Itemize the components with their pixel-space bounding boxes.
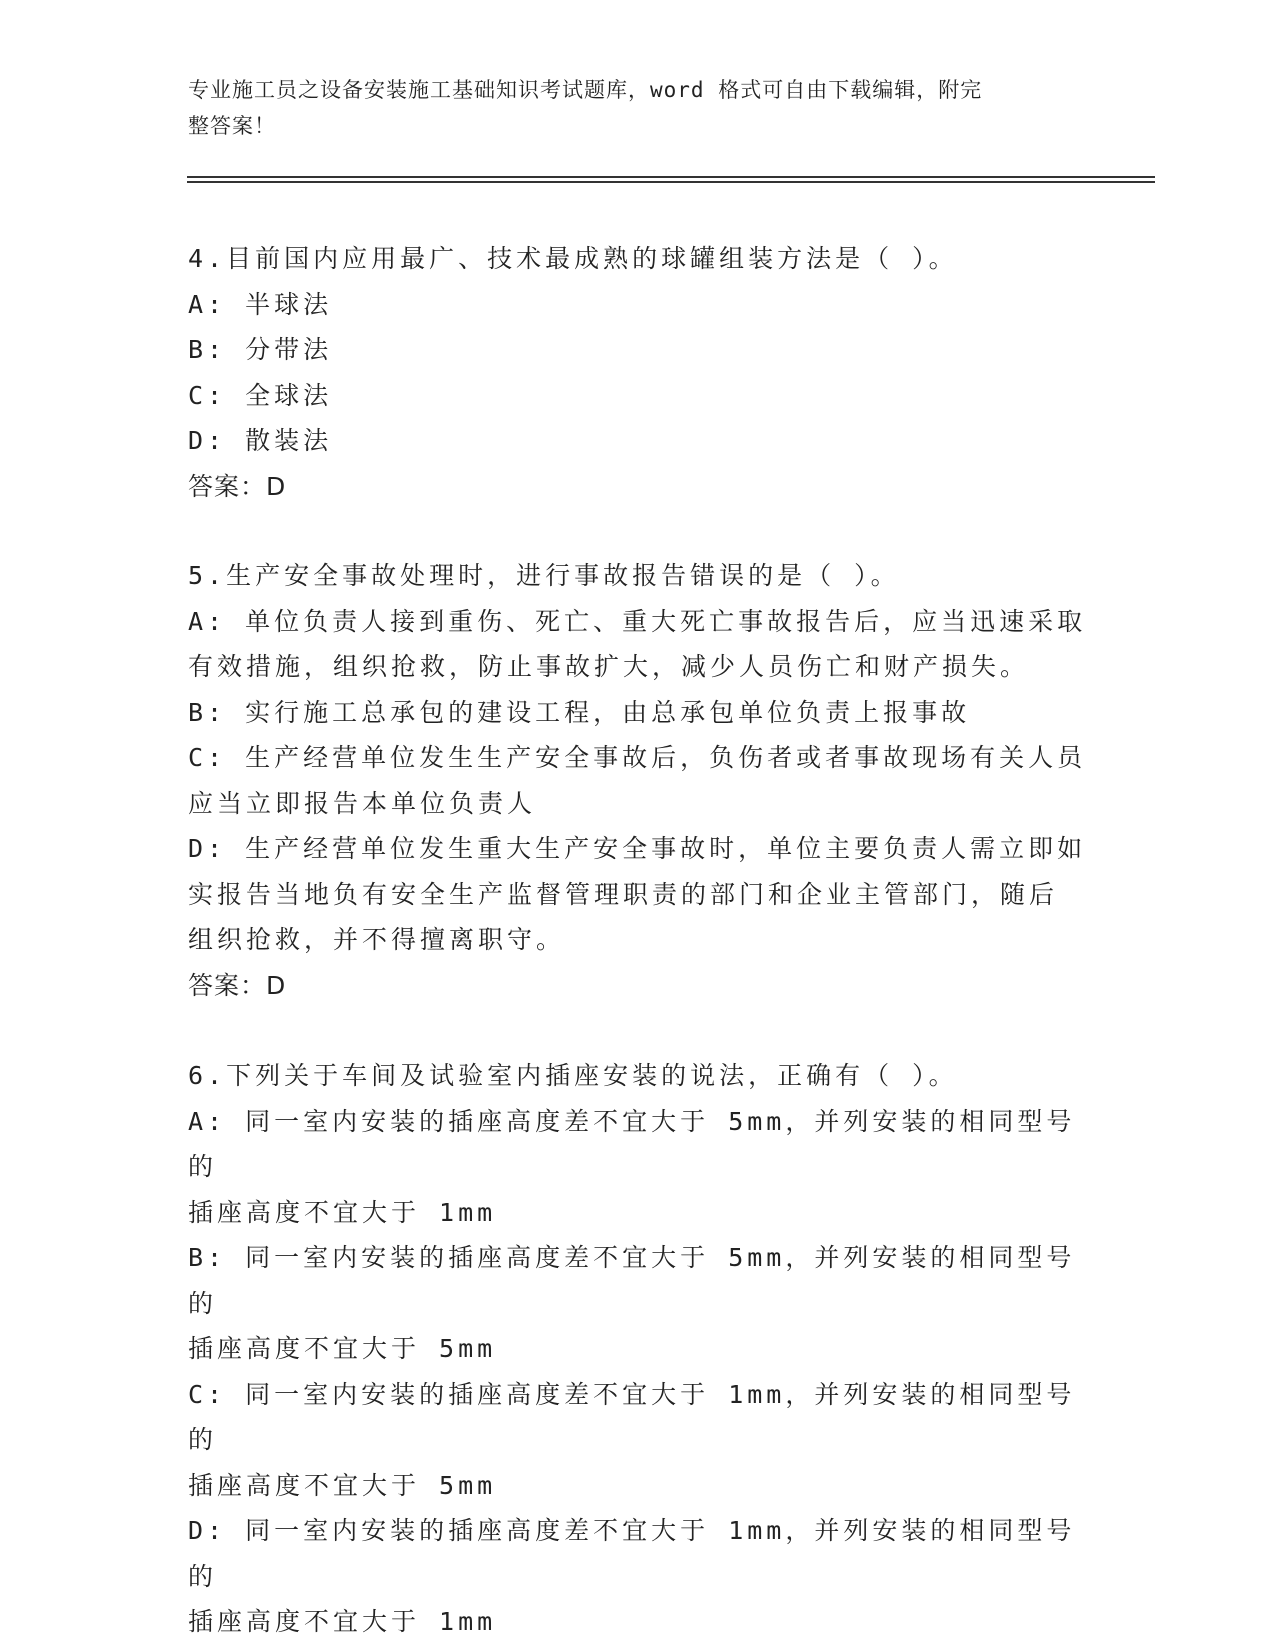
- option-d: D: 同一室内安装的插座高度差不宜大于 1mm，并列安装的相同型号的: [188, 1516, 1076, 1591]
- question-stem: 6.下列关于车间及试验室内插座安装的说法，正确有（ ）。: [188, 1061, 958, 1090]
- document-header: [188, 72, 1068, 144]
- option-d-continued: 组织抢救，并不得擅离职守。: [188, 925, 566, 954]
- header-divider-bottom: [187, 181, 1155, 183]
- option-c: C: 生产经营单位发生生产安全事故后，负伤者或者事故现场有关人员: [188, 743, 1087, 772]
- header-line-2: 整答案！: [188, 114, 276, 138]
- option-d-continued: 插座高度不宜大于 1mm: [188, 1607, 497, 1636]
- option-c-continued: 插座高度不宜大于 5mm: [188, 1470, 497, 1500]
- option-a: A: 同一室内安装的插座高度差不宜大于 5mm，并列安装的相同型号的: [188, 1106, 1076, 1181]
- question-4: [188, 236, 1088, 509]
- option-a-continued: 插座高度不宜大于 1mm: [188, 1197, 497, 1227]
- question-stem: 5.生产安全事故处理时，进行事故报告错误的是（ ）。: [188, 561, 900, 590]
- question-5: [188, 553, 1088, 1008]
- header-line-1: 专业施工员之设备安装施工基础知识考试题库，word 格式可自由下载编辑，附完: [188, 78, 983, 102]
- option-c: C: 全球法: [188, 380, 333, 410]
- option-b: B: 同一室内安装的插座高度差不宜大于 5mm，并列安装的相同型号的: [188, 1243, 1076, 1318]
- option-d: D: 生产经营单位发生重大生产安全事故时，单位主要负责人需立即如: [188, 834, 1087, 863]
- option-d-continued: 实报告当地负有安全生产监督管理职责的部门和企业主管部门，随后: [188, 879, 1059, 909]
- option-d: D: 散装法: [188, 426, 333, 455]
- answer-label: 答案：D: [188, 970, 287, 1000]
- answer-label: 答案：D: [188, 471, 287, 501]
- option-c: C: 同一室内安装的插座高度差不宜大于 1mm，并列安装的相同型号的: [188, 1379, 1076, 1454]
- option-a: A: 单位负责人接到重伤、死亡、重大死亡事故报告后，应当迅速采取: [188, 606, 1087, 636]
- question-6: [188, 1053, 1088, 1645]
- option-b: B: 分带法: [188, 335, 333, 364]
- option-b: B: 实行施工总承包的建设工程，由总承包单位负责上报事故: [188, 697, 971, 727]
- header-divider-top: [187, 176, 1155, 178]
- option-a: A: 半球法: [188, 289, 333, 319]
- option-b-continued: 插座高度不宜大于 5mm: [188, 1334, 497, 1363]
- option-c-continued: 应当立即报告本单位负责人: [188, 788, 537, 818]
- question-stem: 4.目前国内应用最广、技术最成熟的球罐组装方法是（ ）。: [188, 244, 958, 273]
- option-a-continued: 有效措施，组织抢救，防止事故扩大，减少人员伤亡和财产损失。: [188, 652, 1030, 681]
